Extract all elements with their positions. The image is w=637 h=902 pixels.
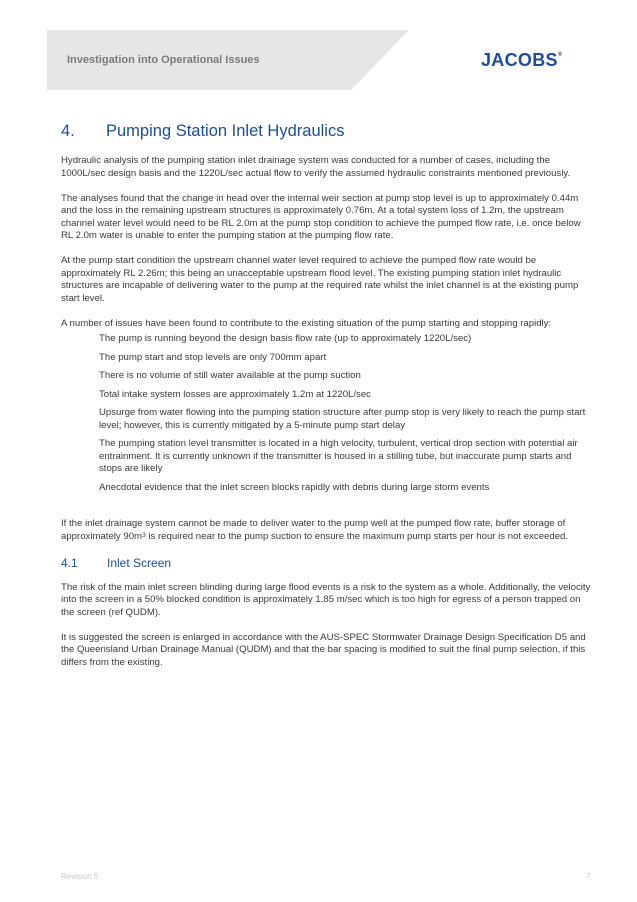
registered-mark: ® <box>557 52 563 58</box>
bullet-icon <box>79 352 99 365</box>
bullet-icon <box>79 407 99 432</box>
issues-list <box>79 333 591 494</box>
subsection-title: Inlet Screen <box>107 555 172 570</box>
revision-label: Revision 5 <box>61 872 99 881</box>
list-item <box>79 438 591 476</box>
page-number: 7 <box>586 872 591 881</box>
bullet-icon <box>79 370 99 383</box>
subsection-number: 4.1 <box>61 555 78 570</box>
paragraph-text: If the inlet drainage system cannot be made to deliver water to the pump well at the pumped flow rate, buffer storage of approximately 90m <box>61 518 566 542</box>
list-item-text: There is no volume of still water available at the pump suction <box>99 370 361 381</box>
subsection-heading <box>61 556 591 570</box>
paragraph: At the pump start condition the upstream channel water level required to achieve the pumped flow rate would be approximately RL 2.26m; this being an unacceptable upstream flood level. The existing pumping station inlet hydraulic structures are incapable of delivering water to the pump at the required rate whilst the inlet channel is at the existing pump start level. <box>61 255 579 304</box>
bullet-icon <box>79 333 99 346</box>
paragraph <box>61 518 591 543</box>
list-item-text: The pump start and stop levels are only 700mm apart <box>99 351 327 363</box>
list-item-text: The pumping station level transmitter is located in a high velocity, turbulent, vertical drop section with potential air entrainment. It is currently unknown if the transmitter is housed in a stilling tube, but inaccurate pump starts and stops are likely <box>99 438 578 474</box>
list-item-text: Upsurge from water flowing into the pumping station structure after pump stop is very likely to reach the pump start level; however, this is currently mitigated by a 5-minute pump start delay <box>99 407 586 431</box>
list-item <box>79 333 591 346</box>
logo-text: JACOBS <box>481 50 558 70</box>
list-item <box>79 352 591 365</box>
bullet-icon <box>79 438 99 476</box>
superscript: 3 <box>142 531 146 539</box>
paragraph: A number of issues have been found to contribute to the existing situation of the pump starting and stopping rapidly: <box>61 317 552 329</box>
list-item-text: The pump is running beyond the design basis flow rate (up to approximately 1220L/sec) <box>99 333 472 344</box>
list-item <box>79 407 591 432</box>
paragraph: The analyses found that the change in head over the internal weir section at pump stop level is up to approximately 0.44m and the loss in the remaining upstream structures is approximately 0.76m. At a total system loss of 1.2m, the upstream channel water level would need to be RL 2.0m at the pump stop condition to achieve the pumped flow rate, i.e. once below RL 2.0m water is unable to enter the pumping station at the pumping flow rate. <box>61 192 581 241</box>
paragraph: The risk of the main inlet screen blinding during large flood events is a risk to the system as a whole. Additionally, the velocity into the screen in a 50% blocked condition is approximately 1.85 m/sec which is too high for egress of a person trapped on the screen (ref QUDM). <box>61 581 591 618</box>
section-title: Pumping Station Inlet Hydraulics <box>106 122 345 140</box>
list-item <box>79 370 591 383</box>
bullet-icon <box>79 389 99 402</box>
paragraph: It is suggested the screen is enlarged in accordance with the AUS-SPEC Stormwater Drainage Design Specification D5 and the Queensland Urban Drainage Manual (QUDM) and that the bar spacing is modified to suit the final pump selection, if this differs from the existing. <box>61 631 586 668</box>
list-item-text: Anecdotal evidence that the inlet screen blocks rapidly with debris during large storm events <box>99 481 490 493</box>
paragraph: Hydraulic analysis of the pumping station inlet drainage system was conducted for a number of cases, including the 1000L/sec design basis and the 1220L/sec actual flow to verify the assumed hydraulic constraints mentioned previously. <box>61 155 571 179</box>
jacobs-logo <box>481 50 563 71</box>
paragraph-text: is required near to the pump suction to ensure the maximum pump starts per hour is not exceeded. <box>145 530 569 542</box>
list-item-text: Total intake system losses are approximately 1.2m at 1220L/sec <box>99 388 371 400</box>
page-content <box>61 122 591 682</box>
section-number: 4. <box>61 122 75 140</box>
document-title: Investigation into Operational Issues <box>67 54 260 66</box>
list-item <box>79 482 591 495</box>
bullet-icon <box>79 482 99 495</box>
section-heading <box>61 122 591 141</box>
list-item <box>79 389 591 402</box>
